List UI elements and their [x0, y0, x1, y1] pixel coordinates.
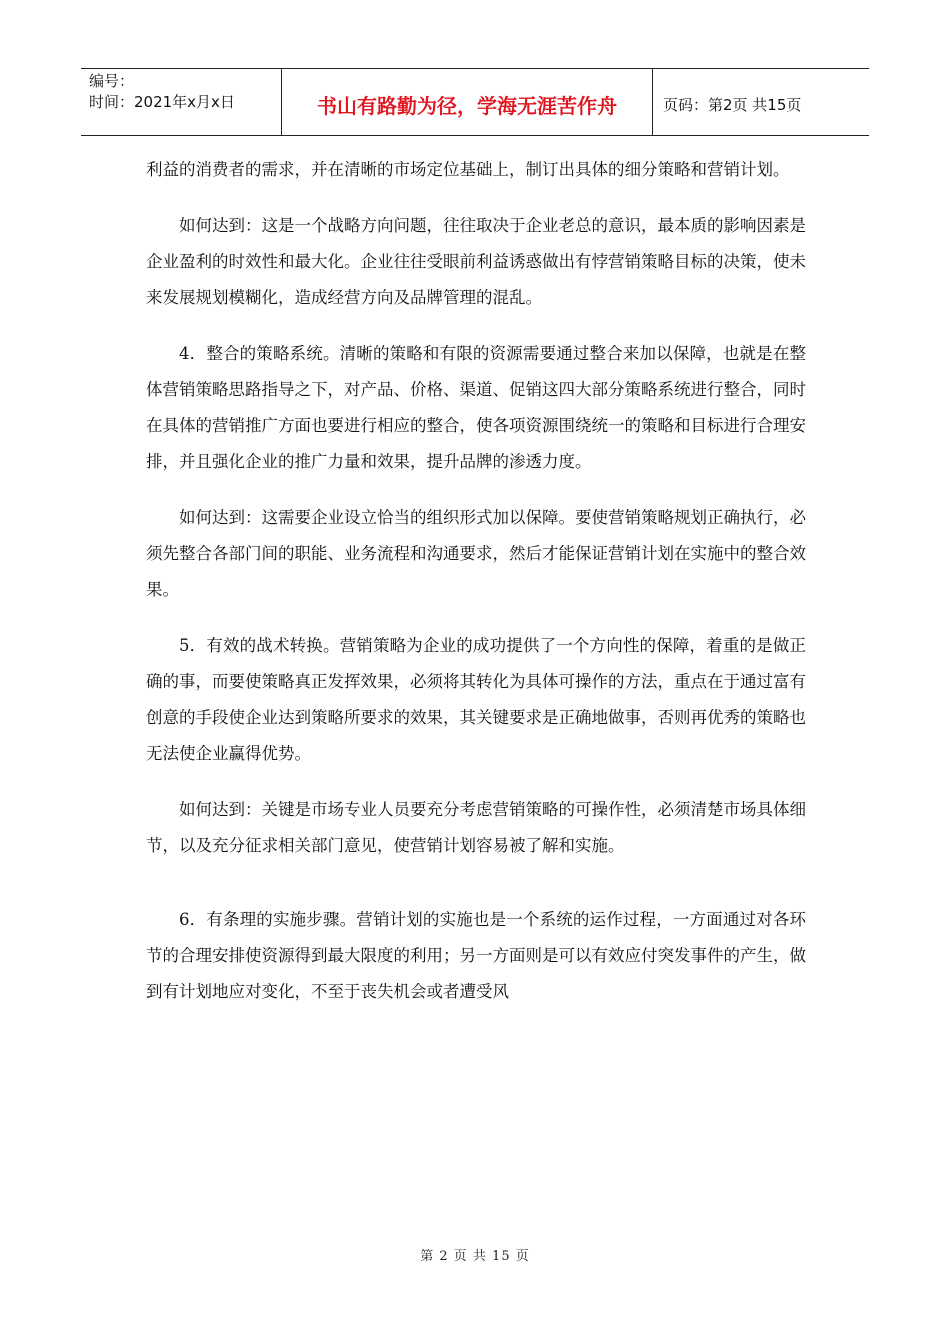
header-motto: 书山有路勤为径，学海无涯苦作舟 [282, 69, 653, 135]
paragraph-section-5: 5．有效的战术转换。营销策略为企业的成功提供了一个方向性的保障，着重的是做正确的事，而要使策略真正发挥效果，必须将其转化为具体可操作的方法，重点在于通过富有创意的手段使企业达到策略所要求的效果，其关键要求是正确地做事，否则再优秀的策略也无法使企业赢得优势。 [146, 636, 806, 763]
paragraph-continued: 利益的消费者的需求，并在清晰的市场定位基础上，制订出具体的细分策略和营销计划。 [146, 160, 790, 179]
header-page-info: 页码：第2页 共15页 [663, 95, 802, 114]
paragraph-how-to-achieve: 如何达到：关键是市场专业人员要充分考虑营销策略的可操作性，必须清楚市场具体细节，以及充分征求相关部门意见，使营销计划容易被了解和实施。 [146, 800, 806, 855]
document-body [146, 152, 806, 1030]
document-number-label: 编号： [89, 72, 135, 90]
document-date-label: 时间：2021年x月x日 [89, 93, 235, 111]
paragraph-how-to-achieve: 如何达到：这是一个战略方向问题，往往取决于企业老总的意识，最本质的影响因素是企业盈利的时效性和最大化。企业往往受眼前利益诱惑做出有悖营销策略目标的决策，使未来发展规划模糊化，造成经营方向及品牌管理的混乱。 [146, 216, 806, 307]
paragraph-section-4: 4．整合的策略系统。清晰的策略和有限的资源需要通过整合来加以保障，也就是在整体营销策略思路指导之下，对产品、价格、渠道、促销这四大部分策略系统进行整合，同时在具体的营销推广方面也要进行相应的整合，使各项资源围绕统一的策略和目标进行合理安排，并且强化企业的推广力量和效果，提升品牌的渗透力度。 [146, 344, 806, 471]
header-meta [81, 69, 282, 135]
paragraph-section-6: 6．有条理的实施步骤。营销计划的实施也是一个系统的运作过程，一方面通过对各环节的合理安排使资源得到最大限度的利用；另一方面则是可以有效应付突发事件的产生，做到有计划地应对变化，不至于丧失机会或者遭受风 [146, 910, 806, 1001]
page-footer: 第 2 页 共 15 页 [420, 1249, 530, 1264]
paragraph-how-to-achieve: 如何达到：这需要企业设立恰当的组织形式加以保障。要使营销策略规划正确执行，必须先整合各部门间的职能、业务流程和沟通要求，然后才能保证营销计划在实施中的整合效果。 [146, 508, 806, 599]
page-header [81, 68, 869, 136]
